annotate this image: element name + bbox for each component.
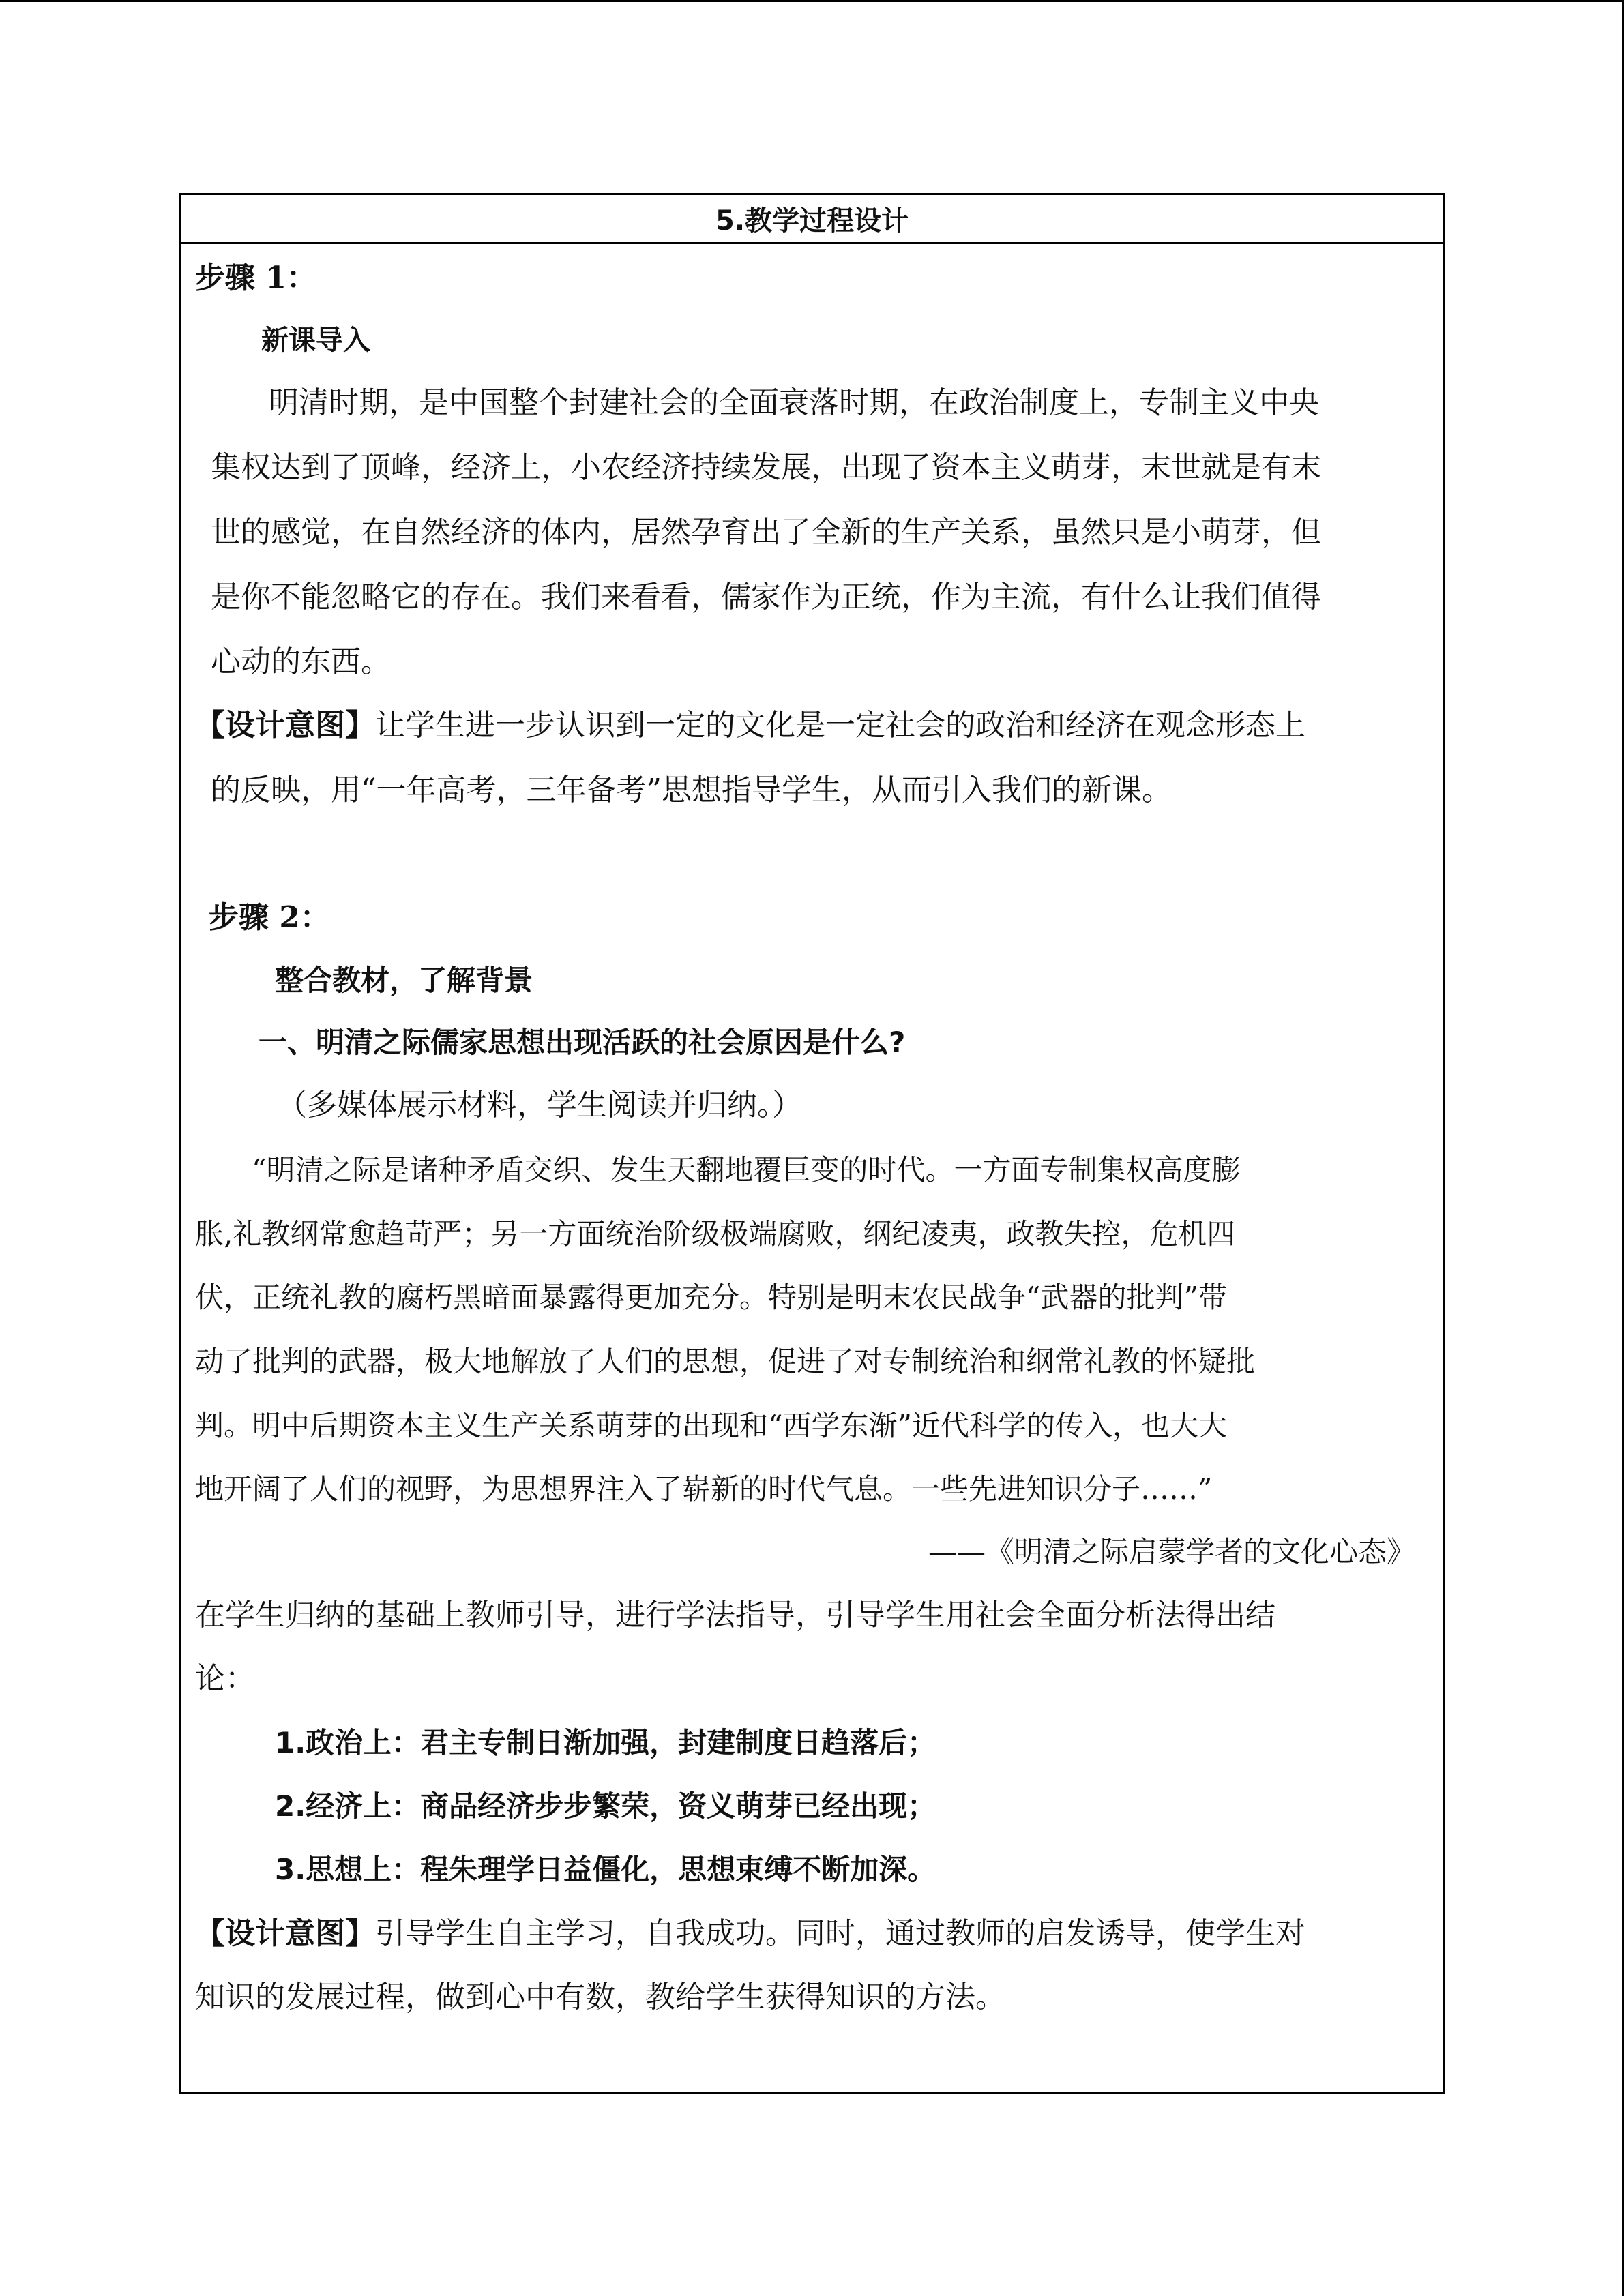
step1-paragraph-line-5: 心动的东西。 (211, 644, 391, 679)
step1-design-intent (195, 705, 1305, 746)
step2-design-intent (195, 1913, 1305, 1954)
step1-intent-line-2: 的反映，用“一年高考，三年备考”思想指导学生，从而引入我们的新课。 (211, 773, 1172, 807)
step1-subheading: 新课导入 (261, 325, 370, 356)
quote-line-4: 动了批判的武器，极大地解放了人们的思想，促进了对专制统治和纲常礼教的怀疑批 (195, 1345, 1256, 1378)
conclusion-thought: 3.思想上：程朱理学日益僵化，思想束缚不断加深。 (275, 1853, 936, 1886)
step2-intent-label: 【设计意图】 (195, 1916, 375, 1951)
teaching-process-table (179, 193, 1445, 2094)
step1-intent-label: 【设计意图】 (195, 708, 375, 743)
conclusion-economy: 2.经济上：商品经济步步繁荣，资义萌芽已经出现； (275, 1789, 936, 1823)
step1-paragraph-line-4: 是你不能忽略它的存在。我们来看看，儒家作为正统，作为主流，有什么让我们值得 (211, 580, 1321, 614)
quote-line-6: 地开阔了人们的视野，为思想界注入了崭新的时代气息。一些先进知识分子……” (195, 1472, 1213, 1506)
step2-instruction: （多媒体展示材料，学生阅读并归纳。） (277, 1088, 802, 1122)
step2-subheading: 整合教材，了解背景 (275, 964, 533, 997)
quote-source: ——《明清之际启蒙学者的文化心态》 (928, 1535, 1415, 1568)
conclusion-politics: 1.政治上：君主专制日渐加强，封建制度日趋落后； (275, 1726, 936, 1759)
table-title: 5.教学过程设计 (181, 195, 1443, 244)
step2-intent-text: 引导学生自主学习，自我成功。同时，通过教师的启发诱导，使学生对 (375, 1916, 1305, 1951)
step1-paragraph-line-3: 世的感觉，在自然经济的体内，居然孕育出了全新的生产关系，虽然只是小萌芽，但 (211, 515, 1321, 550)
step2-heading: 步骤 2： (209, 900, 330, 935)
step1-paragraph-line-1: 明清时期，是中国整个封建社会的全面衰落时期，在政治制度上，专制主义中央 (269, 385, 1319, 420)
quote-line-3: 伏，正统礼教的腐朽黑暗面暴露得更加充分。特别是明末农民战争“武器的批判”带 (195, 1281, 1227, 1314)
page-top-edge (0, 0, 1624, 2)
quote-line-2: 胀,礼教纲常愈趋苛严；另一方面统治阶级极端腐败，纲纪凌夷，政教失控，危机四 (195, 1217, 1236, 1251)
guide-line-1: 在学生归纳的基础上教师引导，进行学法指导，引导学生用社会全面分析法得出结 (195, 1598, 1275, 1632)
step2-question: 一、明清之际儒家思想出现活跃的社会原因是什么? (259, 1026, 906, 1059)
quote-line-5: 判。明中后期资本主义生产关系萌芽的出现和“西学东渐”近代科学的传入，也大大 (195, 1409, 1227, 1442)
guide-line-2: 论： (195, 1661, 255, 1696)
step1-intent-text: 让学生进一步认识到一定的文化是一定社会的政治和经济在观念形态上 (375, 708, 1305, 743)
step1-paragraph-line-2: 集权达到了顶峰，经济上，小农经济持续发展，出现了资本主义萌芽，末世就是有末 (211, 450, 1321, 485)
quote-line-1: “明清之际是诸种矛盾交织、发生天翻地覆巨变的时代。一方面专制集权高度膨 (252, 1153, 1241, 1187)
step2-intent-line-2: 知识的发展过程，做到心中有数，教给学生获得知识的方法。 (195, 1980, 1005, 2014)
step1-heading: 步骤 1： (195, 260, 316, 295)
